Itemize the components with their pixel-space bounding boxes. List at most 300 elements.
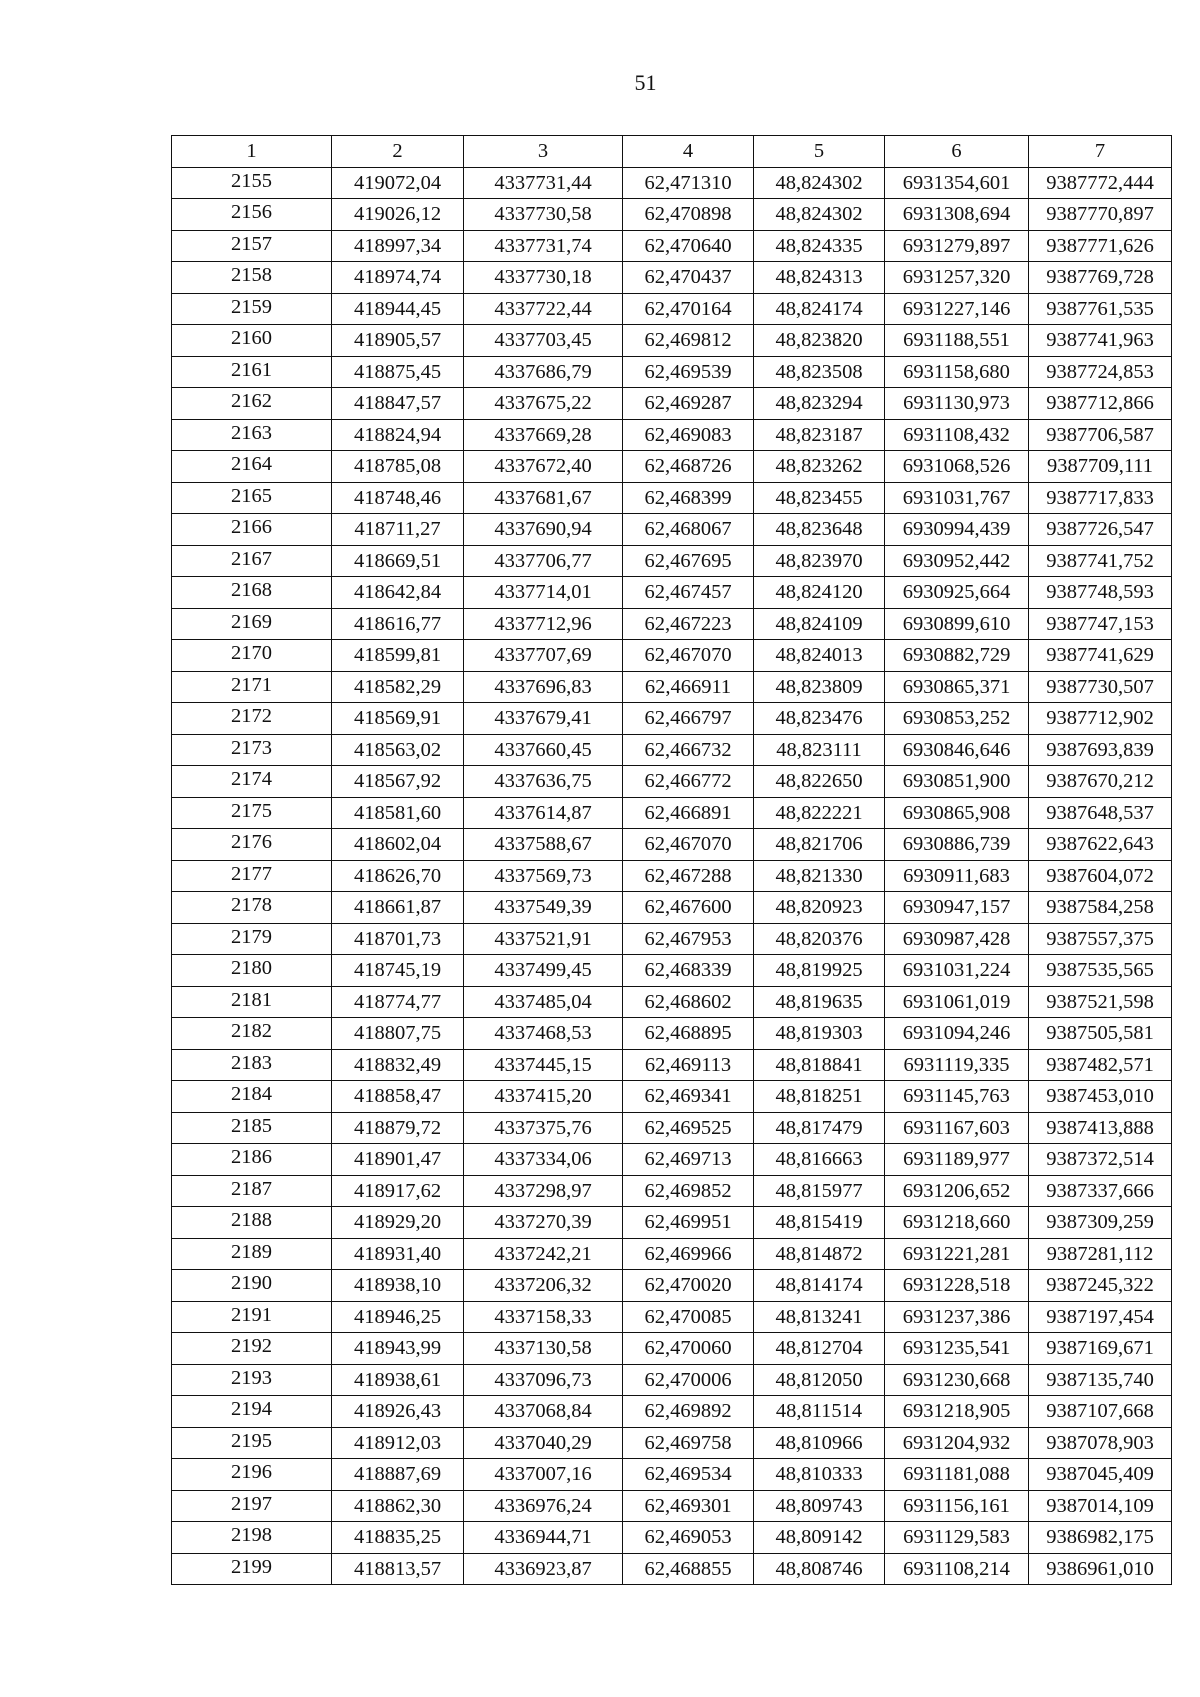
table-cell: 6931061,019 — [885, 986, 1029, 1018]
table-cell: 6931119,335 — [885, 1049, 1029, 1081]
point-number-cell: 2197 — [172, 1490, 332, 1522]
table-cell: 48,814872 — [754, 1238, 885, 1270]
table-cell: 418774,77 — [332, 986, 464, 1018]
table-cell: 62,470640 — [623, 230, 754, 262]
table-cell: 4337549,39 — [464, 892, 623, 924]
table-cell: 62,467695 — [623, 545, 754, 577]
point-number-cell: 2177 — [172, 860, 332, 892]
table-cell: 9387557,375 — [1029, 923, 1172, 955]
table-row — [172, 797, 1172, 829]
table-cell: 62,469301 — [623, 1490, 754, 1522]
table-cell: 9387726,547 — [1029, 514, 1172, 546]
table-cell: 418974,74 — [332, 262, 464, 294]
table-row — [172, 986, 1172, 1018]
table-cell: 48,810966 — [754, 1427, 885, 1459]
point-number-cell: 2164 — [172, 451, 332, 483]
table-cell: 4337703,45 — [464, 325, 623, 357]
table-cell: 418931,40 — [332, 1238, 464, 1270]
table-cell: 4337675,22 — [464, 388, 623, 420]
point-number-cell: 2175 — [172, 797, 332, 829]
table-cell: 48,821330 — [754, 860, 885, 892]
table-cell: 6931031,224 — [885, 955, 1029, 987]
table-cell: 62,469713 — [623, 1144, 754, 1176]
table-cell: 9386982,175 — [1029, 1522, 1172, 1554]
table-cell: 62,468339 — [623, 955, 754, 987]
point-number-cell: 2190 — [172, 1270, 332, 1302]
table-cell: 6930899,610 — [885, 608, 1029, 640]
table-cell: 4337521,91 — [464, 923, 623, 955]
table-cell: 418997,34 — [332, 230, 464, 262]
point-number-cell: 2176 — [172, 829, 332, 861]
table-cell: 48,823809 — [754, 671, 885, 703]
table-cell: 48,824302 — [754, 167, 885, 199]
table-cell: 418569,91 — [332, 703, 464, 735]
table-cell: 4337707,69 — [464, 640, 623, 672]
table-cell: 9387169,671 — [1029, 1333, 1172, 1365]
table-cell: 6931227,146 — [885, 293, 1029, 325]
table-cell: 48,823648 — [754, 514, 885, 546]
table-cell: 6931181,088 — [885, 1459, 1029, 1491]
table-cell: 48,822221 — [754, 797, 885, 829]
table-cell: 62,467457 — [623, 577, 754, 609]
table-cell: 62,469053 — [623, 1522, 754, 1554]
table-cell: 4337468,53 — [464, 1018, 623, 1050]
table-row — [172, 860, 1172, 892]
table-cell: 6930853,252 — [885, 703, 1029, 735]
table-cell: 418711,27 — [332, 514, 464, 546]
table-cell: 9387604,072 — [1029, 860, 1172, 892]
table-cell: 62,470060 — [623, 1333, 754, 1365]
table-cell: 48,822650 — [754, 766, 885, 798]
table-cell: 418626,70 — [332, 860, 464, 892]
table-cell: 48,809142 — [754, 1522, 885, 1554]
table-cell: 9387372,514 — [1029, 1144, 1172, 1176]
table-row — [172, 1522, 1172, 1554]
page-number: 51 — [634, 70, 657, 95]
table-cell: 418785,08 — [332, 451, 464, 483]
point-number-cell: 2172 — [172, 703, 332, 735]
table-cell: 6931218,905 — [885, 1396, 1029, 1428]
table-cell: 4337672,40 — [464, 451, 623, 483]
point-number-cell: 2199 — [172, 1553, 332, 1585]
table-cell: 6930952,442 — [885, 545, 1029, 577]
table-row — [172, 608, 1172, 640]
table-cell: 418745,19 — [332, 955, 464, 987]
table-cell: 62,469951 — [623, 1207, 754, 1239]
table-cell: 48,819635 — [754, 986, 885, 1018]
table-cell: 9386961,010 — [1029, 1553, 1172, 1585]
table-cell: 4337706,77 — [464, 545, 623, 577]
table-row — [172, 1490, 1172, 1522]
table-cell: 418642,84 — [332, 577, 464, 609]
table-cell: 4337731,74 — [464, 230, 623, 262]
table-cell: 9387741,629 — [1029, 640, 1172, 672]
table-cell: 62,468067 — [623, 514, 754, 546]
table-cell: 6930925,664 — [885, 577, 1029, 609]
table-cell: 419026,12 — [332, 199, 464, 231]
table-row — [172, 923, 1172, 955]
table-row — [172, 325, 1172, 357]
table-cell: 48,823294 — [754, 388, 885, 420]
table-cell: 6931218,660 — [885, 1207, 1029, 1239]
table-cell: 62,466891 — [623, 797, 754, 829]
table-cell: 62,470085 — [623, 1301, 754, 1333]
table-row — [172, 199, 1172, 231]
table-row — [172, 356, 1172, 388]
table-cell: 48,824120 — [754, 577, 885, 609]
table-cell: 9387741,963 — [1029, 325, 1172, 357]
point-number-cell: 2162 — [172, 388, 332, 420]
table-cell: 48,823262 — [754, 451, 885, 483]
table-cell: 9387309,259 — [1029, 1207, 1172, 1239]
table-cell: 9387693,839 — [1029, 734, 1172, 766]
table-cell: 418887,69 — [332, 1459, 464, 1491]
table-cell: 6930846,646 — [885, 734, 1029, 766]
table-cell: 4337588,67 — [464, 829, 623, 861]
table-cell: 418944,45 — [332, 293, 464, 325]
table-cell: 9387337,666 — [1029, 1175, 1172, 1207]
table-row — [172, 955, 1172, 987]
table-cell: 6930886,739 — [885, 829, 1029, 861]
point-number-cell: 2195 — [172, 1427, 332, 1459]
table-cell: 418599,81 — [332, 640, 464, 672]
table-cell: 4337485,04 — [464, 986, 623, 1018]
point-number-cell: 2156 — [172, 199, 332, 231]
point-number-cell: 2163 — [172, 419, 332, 451]
table-cell: 9387135,740 — [1029, 1364, 1172, 1396]
table-cell: 62,467288 — [623, 860, 754, 892]
table-cell: 9387453,010 — [1029, 1081, 1172, 1113]
table-cell: 4336976,24 — [464, 1490, 623, 1522]
table-cell: 62,466911 — [623, 671, 754, 703]
table-cell: 9387197,454 — [1029, 1301, 1172, 1333]
table-cell: 6930987,428 — [885, 923, 1029, 955]
table-cell: 6931130,973 — [885, 388, 1029, 420]
table-cell: 4336944,71 — [464, 1522, 623, 1554]
table-cell: 419072,04 — [332, 167, 464, 199]
table-cell: 48,815977 — [754, 1175, 885, 1207]
table-cell: 62,468602 — [623, 986, 754, 1018]
table-row — [172, 829, 1172, 861]
column-header: 1 — [172, 136, 332, 168]
table-cell: 6931094,246 — [885, 1018, 1029, 1050]
point-number-cell: 2196 — [172, 1459, 332, 1491]
table-cell: 4337696,83 — [464, 671, 623, 703]
table-cell: 62,469534 — [623, 1459, 754, 1491]
table-cell: 9387717,833 — [1029, 482, 1172, 514]
table-cell: 418824,94 — [332, 419, 464, 451]
table-header-row — [172, 136, 1172, 168]
table-row — [172, 1175, 1172, 1207]
table-cell: 62,469083 — [623, 419, 754, 451]
table-cell: 62,470437 — [623, 262, 754, 294]
table-cell: 62,469758 — [623, 1427, 754, 1459]
table-cell: 9387107,668 — [1029, 1396, 1172, 1428]
table-cell: 418946,25 — [332, 1301, 464, 1333]
table-cell: 62,468855 — [623, 1553, 754, 1585]
table-cell: 48,811514 — [754, 1396, 885, 1428]
table-cell: 6931354,601 — [885, 167, 1029, 199]
table-row — [172, 545, 1172, 577]
table-row — [172, 1364, 1172, 1396]
table-cell: 4337499,45 — [464, 955, 623, 987]
table-cell: 62,469852 — [623, 1175, 754, 1207]
table-cell: 418661,87 — [332, 892, 464, 924]
table-cell: 48,820376 — [754, 923, 885, 955]
table-cell: 9387535,565 — [1029, 955, 1172, 987]
table-cell: 62,467953 — [623, 923, 754, 955]
table-row — [172, 1427, 1172, 1459]
table-cell: 48,820923 — [754, 892, 885, 924]
point-number-cell: 2166 — [172, 514, 332, 546]
table-cell: 48,824335 — [754, 230, 885, 262]
table-row — [172, 640, 1172, 672]
table-cell: 62,468399 — [623, 482, 754, 514]
table-cell: 6931156,161 — [885, 1490, 1029, 1522]
table-cell: 6931279,897 — [885, 230, 1029, 262]
table-cell: 6931189,977 — [885, 1144, 1029, 1176]
table-cell: 4337690,94 — [464, 514, 623, 546]
table-row — [172, 1238, 1172, 1270]
table-row — [172, 1333, 1172, 1365]
table-cell: 6931228,518 — [885, 1270, 1029, 1302]
table-cell: 48,824109 — [754, 608, 885, 640]
table-cell: 48,812050 — [754, 1364, 885, 1396]
column-header: 4 — [623, 136, 754, 168]
table-cell: 9387078,903 — [1029, 1427, 1172, 1459]
table-cell: 6931167,603 — [885, 1112, 1029, 1144]
table-cell: 6931158,680 — [885, 356, 1029, 388]
table-cell: 418563,02 — [332, 734, 464, 766]
point-number-cell: 2188 — [172, 1207, 332, 1239]
table-cell: 4337096,73 — [464, 1364, 623, 1396]
table-cell: 418748,46 — [332, 482, 464, 514]
table-cell: 48,814174 — [754, 1270, 885, 1302]
table-cell: 62,470898 — [623, 199, 754, 231]
table-cell: 6931031,767 — [885, 482, 1029, 514]
table-cell: 48,824313 — [754, 262, 885, 294]
table-cell: 6931308,694 — [885, 199, 1029, 231]
table-cell: 62,470020 — [623, 1270, 754, 1302]
table-row — [172, 451, 1172, 483]
table-cell: 62,469525 — [623, 1112, 754, 1144]
table-cell: 418917,62 — [332, 1175, 464, 1207]
point-number-cell: 2179 — [172, 923, 332, 955]
table-row — [172, 1018, 1172, 1050]
table-row — [172, 703, 1172, 735]
table-cell: 6930865,371 — [885, 671, 1029, 703]
column-header: 3 — [464, 136, 623, 168]
point-number-cell: 2181 — [172, 986, 332, 1018]
point-number-cell: 2192 — [172, 1333, 332, 1365]
table-cell: 48,824013 — [754, 640, 885, 672]
point-number-cell: 2193 — [172, 1364, 332, 1396]
table-cell: 4337068,84 — [464, 1396, 623, 1428]
table-cell: 418858,47 — [332, 1081, 464, 1113]
table-cell: 418582,29 — [332, 671, 464, 703]
table-cell: 4337731,44 — [464, 167, 623, 199]
column-header: 7 — [1029, 136, 1172, 168]
table-cell: 418602,04 — [332, 829, 464, 861]
table-cell: 6931221,281 — [885, 1238, 1029, 1270]
table-cell: 48,809743 — [754, 1490, 885, 1522]
table-cell: 48,823820 — [754, 325, 885, 357]
point-number-cell: 2194 — [172, 1396, 332, 1428]
table-cell: 4337660,45 — [464, 734, 623, 766]
point-number-cell: 2171 — [172, 671, 332, 703]
table-cell: 9387584,258 — [1029, 892, 1172, 924]
table-cell: 4337569,73 — [464, 860, 623, 892]
table-cell: 4337334,06 — [464, 1144, 623, 1176]
table-cell: 62,470164 — [623, 293, 754, 325]
table-body — [172, 167, 1172, 1585]
table-row — [172, 734, 1172, 766]
point-number-cell: 2191 — [172, 1301, 332, 1333]
table-cell: 6930865,908 — [885, 797, 1029, 829]
point-number-cell: 2157 — [172, 230, 332, 262]
table-cell: 4337270,39 — [464, 1207, 623, 1239]
point-number-cell: 2183 — [172, 1049, 332, 1081]
table-cell: 4337714,01 — [464, 577, 623, 609]
table-cell: 62,469966 — [623, 1238, 754, 1270]
table-cell: 6930851,900 — [885, 766, 1029, 798]
table-cell: 48,823476 — [754, 703, 885, 735]
table-cell: 418943,99 — [332, 1333, 464, 1365]
table-cell: 6930911,683 — [885, 860, 1029, 892]
table-cell: 6931230,668 — [885, 1364, 1029, 1396]
point-number-cell: 2178 — [172, 892, 332, 924]
table-cell: 48,823455 — [754, 482, 885, 514]
table-cell: 48,824174 — [754, 293, 885, 325]
point-number-cell: 2185 — [172, 1112, 332, 1144]
point-number-cell: 2161 — [172, 356, 332, 388]
table-cell: 62,469892 — [623, 1396, 754, 1428]
table-cell: 418616,77 — [332, 608, 464, 640]
table-cell: 9387761,535 — [1029, 293, 1172, 325]
table-cell: 48,812704 — [754, 1333, 885, 1365]
table-cell: 62,468895 — [623, 1018, 754, 1050]
table-cell: 62,469812 — [623, 325, 754, 357]
table-cell: 4337007,16 — [464, 1459, 623, 1491]
table-cell: 4337242,21 — [464, 1238, 623, 1270]
table-row — [172, 671, 1172, 703]
table-cell: 48,810333 — [754, 1459, 885, 1491]
table-cell: 48,823970 — [754, 545, 885, 577]
table-cell: 4337730,18 — [464, 262, 623, 294]
table-cell: 9387747,153 — [1029, 608, 1172, 640]
table-cell: 418567,92 — [332, 766, 464, 798]
table-row — [172, 262, 1172, 294]
table-cell: 48,823111 — [754, 734, 885, 766]
point-number-cell: 2160 — [172, 325, 332, 357]
table-row — [172, 167, 1172, 199]
table-cell: 418912,03 — [332, 1427, 464, 1459]
table-cell: 9387648,537 — [1029, 797, 1172, 829]
table-cell: 9387670,212 — [1029, 766, 1172, 798]
table-row — [172, 1081, 1172, 1113]
table-cell: 4337636,75 — [464, 766, 623, 798]
table-cell: 418581,60 — [332, 797, 464, 829]
table-row — [172, 1459, 1172, 1491]
table-cell: 418862,30 — [332, 1490, 464, 1522]
table-cell: 4337722,44 — [464, 293, 623, 325]
table-cell: 48,808746 — [754, 1553, 885, 1585]
table-row — [172, 482, 1172, 514]
table-cell: 9387771,626 — [1029, 230, 1172, 262]
point-number-cell: 2169 — [172, 608, 332, 640]
table-cell: 6931204,932 — [885, 1427, 1029, 1459]
table-row — [172, 1301, 1172, 1333]
table-cell: 4337669,28 — [464, 419, 623, 451]
table-row — [172, 577, 1172, 609]
table-cell: 6931108,214 — [885, 1553, 1029, 1585]
table-cell: 4337298,97 — [464, 1175, 623, 1207]
table-cell: 6930947,157 — [885, 892, 1029, 924]
point-number-cell: 2189 — [172, 1238, 332, 1270]
table-cell: 4337712,96 — [464, 608, 623, 640]
table-cell: 9387741,752 — [1029, 545, 1172, 577]
table-cell: 48,824302 — [754, 199, 885, 231]
table-cell: 48,813241 — [754, 1301, 885, 1333]
table-cell: 4337614,87 — [464, 797, 623, 829]
table-cell: 9387712,866 — [1029, 388, 1172, 420]
table-cell: 6931129,583 — [885, 1522, 1029, 1554]
table-cell: 62,469539 — [623, 356, 754, 388]
point-number-cell: 2180 — [172, 955, 332, 987]
table-cell: 48,815419 — [754, 1207, 885, 1239]
table-cell: 9387521,598 — [1029, 986, 1172, 1018]
table-cell: 418669,51 — [332, 545, 464, 577]
table-cell: 9387706,587 — [1029, 419, 1172, 451]
table-cell: 6931237,386 — [885, 1301, 1029, 1333]
point-number-cell: 2167 — [172, 545, 332, 577]
table-cell: 48,817479 — [754, 1112, 885, 1144]
point-number-cell: 2187 — [172, 1175, 332, 1207]
table-cell: 4337415,20 — [464, 1081, 623, 1113]
table-cell: 62,467070 — [623, 640, 754, 672]
table-cell: 62,466797 — [623, 703, 754, 735]
table-cell: 48,823187 — [754, 419, 885, 451]
table-cell: 4337375,76 — [464, 1112, 623, 1144]
table-cell: 418813,57 — [332, 1553, 464, 1585]
point-number-cell: 2170 — [172, 640, 332, 672]
table-cell: 62,466772 — [623, 766, 754, 798]
table-cell: 6931206,652 — [885, 1175, 1029, 1207]
table-cell: 9387772,444 — [1029, 167, 1172, 199]
point-number-cell: 2186 — [172, 1144, 332, 1176]
table-cell: 9387730,507 — [1029, 671, 1172, 703]
table-row — [172, 1396, 1172, 1428]
table-cell: 62,471310 — [623, 167, 754, 199]
point-number-cell: 2173 — [172, 734, 332, 766]
table-cell: 418835,25 — [332, 1522, 464, 1554]
table-cell: 9387505,581 — [1029, 1018, 1172, 1050]
point-number-cell: 2182 — [172, 1018, 332, 1050]
table-cell: 48,819303 — [754, 1018, 885, 1050]
column-header: 2 — [332, 136, 464, 168]
table-cell: 9387622,643 — [1029, 829, 1172, 861]
point-number-cell: 2198 — [172, 1522, 332, 1554]
table-cell: 62,469113 — [623, 1049, 754, 1081]
table-cell: 9387245,322 — [1029, 1270, 1172, 1302]
table-cell: 48,818251 — [754, 1081, 885, 1113]
table-cell: 9387281,112 — [1029, 1238, 1172, 1270]
table-cell: 418929,20 — [332, 1207, 464, 1239]
table-cell: 6931108,432 — [885, 419, 1029, 451]
table-cell: 6931188,551 — [885, 325, 1029, 357]
table-cell: 4336923,87 — [464, 1553, 623, 1585]
point-number-cell: 2168 — [172, 577, 332, 609]
